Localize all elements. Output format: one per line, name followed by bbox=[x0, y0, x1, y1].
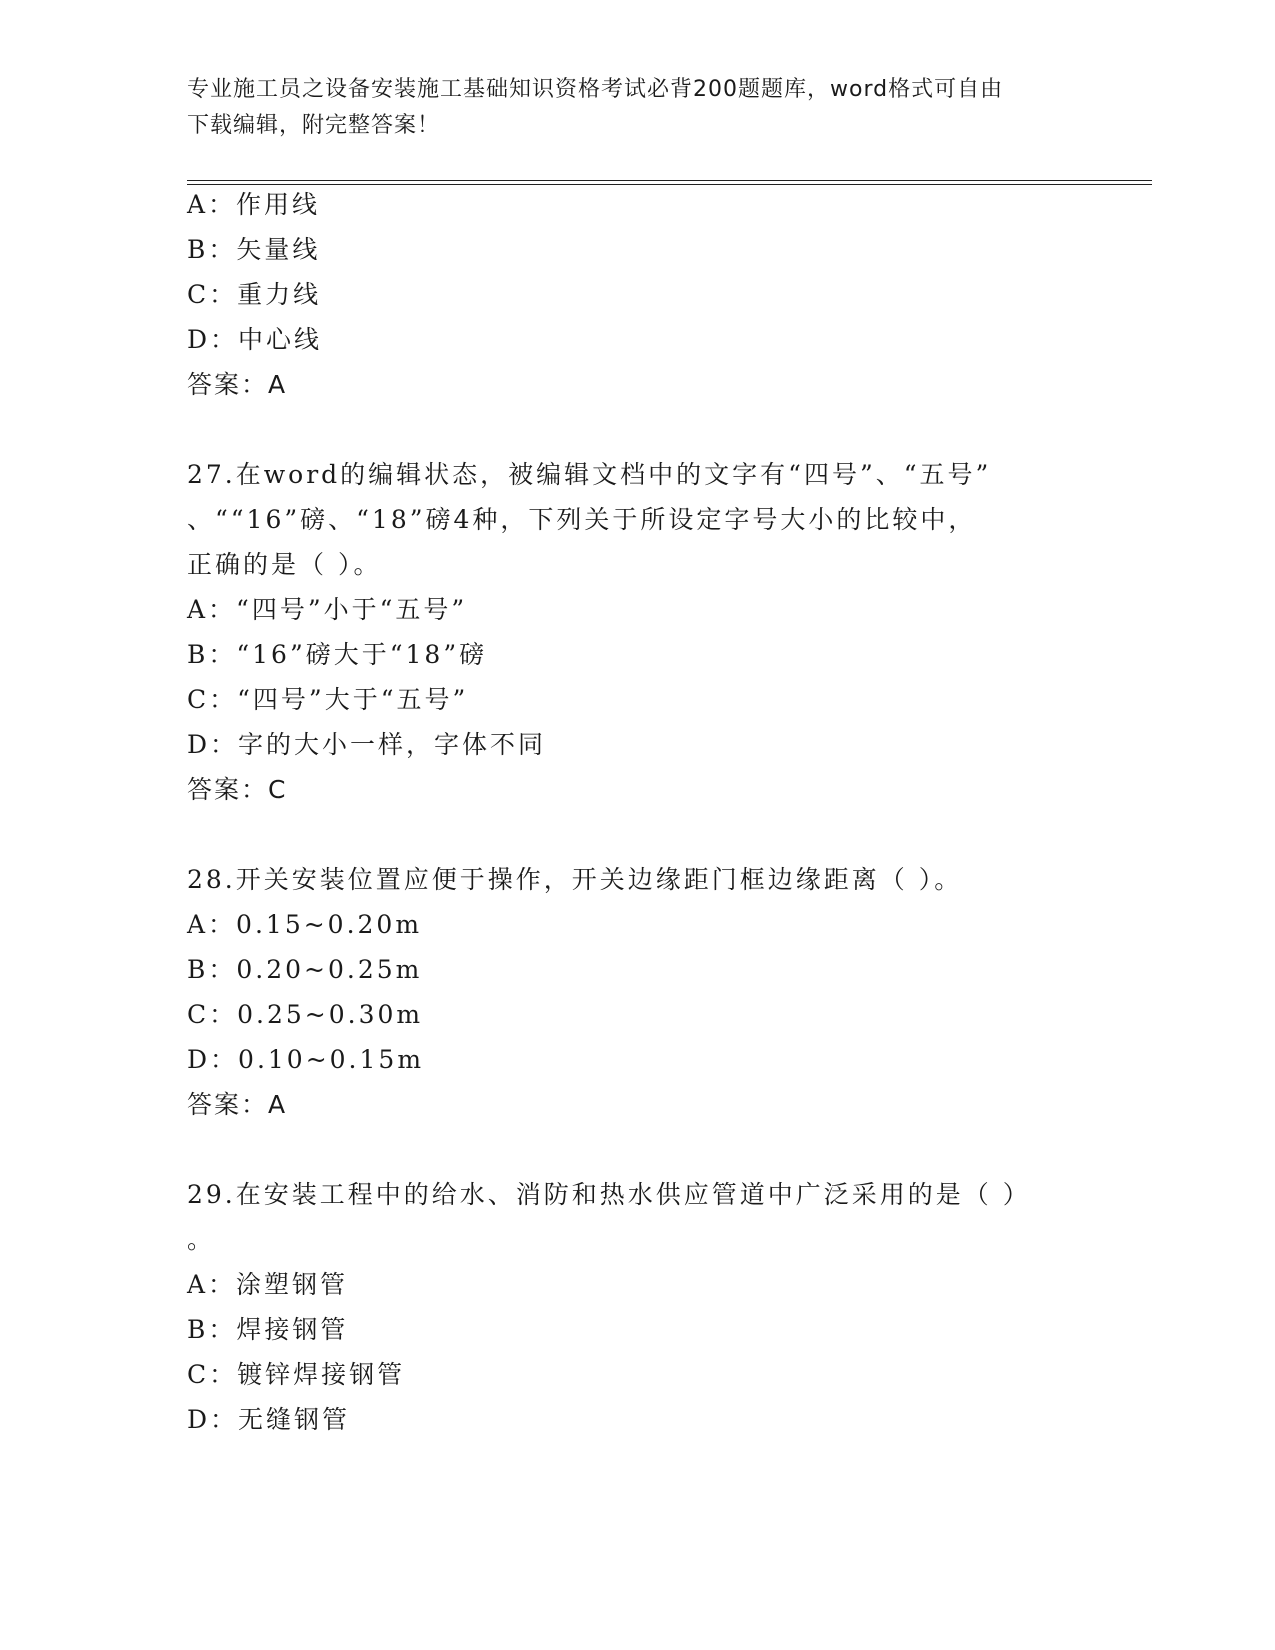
q28-option-a: A：0.15~0.20m bbox=[187, 910, 423, 939]
document-header bbox=[187, 72, 1067, 144]
q27-option-c: C：“四号”大于“五号” bbox=[187, 685, 469, 714]
q26-option-a: A：作用线 bbox=[187, 190, 321, 219]
q26-option-d: D：中心线 bbox=[187, 325, 323, 354]
q29-option-c: C：镀锌焊接钢管 bbox=[187, 1360, 406, 1389]
q26-answer: 答案：A bbox=[187, 370, 288, 399]
q27-option-b: B：“16”磅大于“18”磅 bbox=[187, 640, 488, 669]
q29-question-line-1: 29.在安装工程中的给水、消防和热水供应管道中广泛采用的是（ ） bbox=[187, 1180, 1031, 1209]
header-title-line-1: 专业施工员之设备安装施工基础知识资格考试必背200题题库，word格式可自由 bbox=[187, 77, 1004, 102]
q26-option-c: C：重力线 bbox=[187, 280, 322, 309]
q27-option-a: A：“四号”小于“五号” bbox=[187, 595, 468, 624]
q29-question-line-2: 。 bbox=[187, 1225, 216, 1254]
q28-option-d: D：0.10~0.15m bbox=[187, 1045, 425, 1074]
q27-answer: 答案：C bbox=[187, 775, 288, 804]
q27-question-line-3: 正确的是（ ）。 bbox=[187, 550, 382, 579]
q27-option-d: D：字的大小一样，字体不同 bbox=[187, 730, 547, 759]
header-divider-bottom bbox=[187, 184, 1152, 185]
q28-option-b: B：0.20~0.25m bbox=[187, 955, 423, 984]
header-divider-top bbox=[187, 180, 1152, 181]
q29-option-b: B：焊接钢管 bbox=[187, 1315, 349, 1344]
q28-option-c: C：0.25~0.30m bbox=[187, 1000, 424, 1029]
q26-option-b: B：矢量线 bbox=[187, 235, 321, 264]
q29-option-d: D：无缝钢管 bbox=[187, 1405, 351, 1434]
q28-question-line-1: 28.开关安装位置应便于操作，开关边缘距门框边缘距离（ ）。 bbox=[187, 865, 963, 894]
header-title-line-2: 下载编辑，附完整答案！ bbox=[187, 113, 441, 138]
q27-question-line-1: 27.在word的编辑状态，被编辑文档中的文字有“四号”、“五号” bbox=[187, 460, 992, 489]
q28-answer: 答案：A bbox=[187, 1090, 288, 1119]
q27-question-line-2: 、““16”磅、“18”磅4种，下列关于所设定字号大小的比较中， bbox=[187, 505, 977, 534]
q29-option-a: A：涂塑钢管 bbox=[187, 1270, 349, 1299]
